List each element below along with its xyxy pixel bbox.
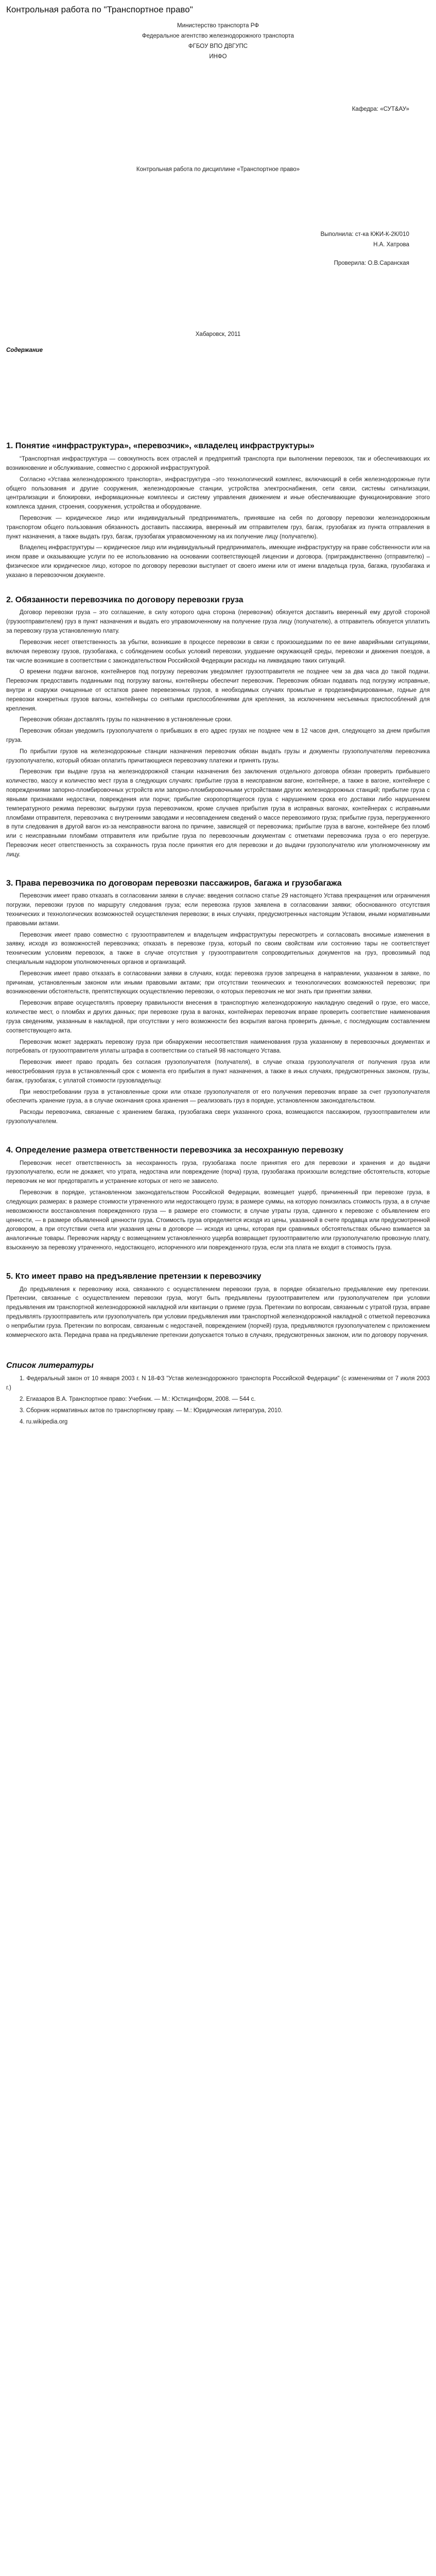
paragraph: Перевозчик вправе осуществлять проверку правильности внесения в транспортную железнодорожную накладную сведений о грузе, его массе, количестве мест, о пломбах и других данных; при перевозке груза в вагонах, контейнерах перевозчик вправе проверить соответствие наименования груза сведениям, указанным в накладной, при отсутствии у него возможности без вскрытия вагона проверить данные, с последующим составлением соответствующего акта. <box>6 1000 430 1034</box>
ministry-block <box>6 22 430 61</box>
university-line: ФГБОУ ВПО ДВГУПС <box>188 43 248 49</box>
section-1-title: 1. Понятие «инфраструктура», «перевозчик», «владелец инфраструктуры» <box>6 442 315 451</box>
department-line: Кафедра: «СУТ&АУ» <box>352 106 409 112</box>
section-1 <box>6 441 430 580</box>
toc-heading: Содержание <box>6 347 43 354</box>
section-5 <box>6 1272 430 1341</box>
paragraph: Перевозчик при выдаче груза на железнодорожной станции назначения без заключения отдельного договора обязан проверить прибывшего количество, массу и количество мест груза в следующих случаях: прибытие груза в неисправном вагоне, контейнере, а также в вагоне, контейнере с повреждениями запорно-пломбировочных устройств или запорно-пломбировочными устройствами других железнодорожных станций; прибытие груза с явными признаками недостачи, повреждения или порчи; прибытие скоропортящегося груза с нарушением срока его доставки либо нарушением температурного режима перевозки; выгрузки груза перевозчиком, кроме случаев прибытия груза в исправных вагонах, контейнерах с исправными пломбами отправителя, перевозчика с внутренними заводами и несовпадением сведений о массе перевозимого груза; прибытие груза, перегруженного в пути следования в другой вагон из-за неисправности вагона по причине, зависящей от перевозчика; прибытие груза в вагоне, контейнере без пломб или с неисправными пломбами отправителя или прибытие груза по перевозочным документам с отметками перевозчика груза о его перегрузе. Перевозчик несет ответственность за сохранность груза после принятия его для перевозки и до выдачи грузополучателю или уполномоченному им лицу. <box>6 769 430 858</box>
references-section <box>6 1361 430 1427</box>
paragraph: Перевозчик имеет право продать без согласия грузополучателя (получателя), в случае отказа грузополучателя от получения груза или невостребования груза в установленный срок с момента его прибытия в пункт назначения, а также в иных случаях, предусмотренных законом, грузы, багаж, грузобагаж, с уплатой стоимости грузовладельцу. <box>6 1059 430 1084</box>
checker-line: Проверила: О.В.Саранская <box>334 260 409 266</box>
reference-item: 4. ru.wikipedia.org <box>20 1418 68 1425</box>
paragraph: “Транспортная инфраструктура — совокупность всех отраслей и предприятий транспорта при выполнении перевозок, так и обеспечивающих их возникновение и обслуживание, совместно с дорожной инфраструктурой. <box>6 456 430 471</box>
section-3 <box>6 878 430 1127</box>
performer-name: Н.А. Хатрова <box>373 242 409 248</box>
paragraph: Перевозчик имеет право отказать в согласовании заявки в случае: введения согласно статье 29 настоящего Устава прекращения или ограничения погрузки, перевозки грузов по маршруту следования груза; если перевозка грузов заявлена в согласовании заявки; обоснованного отсутствия технических и технологических возможностей осуществления перевозки; в иных случаях, предусмотренных настоящим Уставом, иными нормативными правовыми актами. <box>6 893 430 927</box>
paragraph: Владелец инфраструктуры — юридическое лицо или индивидуальный предприниматель, имеющие инфраструктуру на праве собственности или на ином праве и оказывающие услуги по ее использованию на основании соответствующей лицензии и договора. (пригражданственно (отправителю) – физическое или юридическое лицо, которое по договору перевозки выступает от своего имени или от имени владельца груза, багажа, грузобагажа и указано в перевозочном документе. <box>6 545 430 579</box>
ministry-line: Министерство транспорта РФ <box>177 23 259 29</box>
work-title: Контрольная работа по дисциплине «Транспортное право» <box>136 166 300 173</box>
performer-line: Выполнила: ст-ка КЖИ-К-2К/010 <box>320 231 409 238</box>
paragraph: Перевозчик несет ответственность за убытки, возникшие в процессе перевозки в связи с произошедшими по ее вине аварийными ситуациями, включая перевозку грузов, грузобагажа, с соблюдением особых условий перевозки, ухудшение окружающей среды, перевозки и движения поездов, а так числе возникшие в соответствии с законодательством Российской Федерации расходы на ликвидацию таких ситуаций. <box>6 639 430 664</box>
paragraph: По прибытии грузов на железнодорожные станции назначения перевозчик обязан выдать грузы и документы грузополучателям перевозчика грузополучателю, который обязан оплатить причитающиеся перевозчику платежи и принять грузы. <box>6 748 430 764</box>
agency-line: Федеральное агентство железнодорожного транспорта <box>142 33 294 40</box>
section-2-title: 2. Обязанности перевозчика по договору перевозки груза <box>6 595 243 604</box>
section-2 <box>6 595 430 860</box>
reference-item: 2. Егиазаров В.А. Транспортное право: Учебник. — М.: Юстицинформ, 2008. — 544 с. <box>20 1396 256 1402</box>
paragraph: Перевозчик — юридическое лицо или индивидуальный предприниматель, принявшие на себя по договору перевозки железнодорожным транспортом общего пользования обязанность доставить пассажира, вверенный им отправителем груз, багаж, грузобагаж из пункта отправления в пункт назначения, а также выдать груз, багаж, грузобагаж управомоченному на их получение лицу (получателю). <box>6 515 430 540</box>
section-4 <box>6 1145 430 1253</box>
paragraph: Перевозчик обязан доставлять грузы по назначению в установленные сроки. <box>20 717 232 723</box>
paragraph: Перевозчик несет ответственность за несохранность груза, грузобагажа после принятия его для перевозки и хранения и до выдачи грузополучателю, если не докажет, что утрата, недостача или повреждение (порча) груза, грузобагажа произошли вследствие обстоятельств, которые перевозчик не мог предотвратить и устранение которых от него не зависело. <box>6 1160 430 1185</box>
paragraph: Перевозчик имеет право отказать в согласовании заявки в случаях, когда: перевозка грузов запрещена в направлении, указанном в заявке, по причинам, установленным законом или иными правовыми актами; при отсутствии технических и технологических возможностей перевозки; при возникновении обстоятельств, препятствующих осуществлению перевозки, о которых перевозчик не мог знать при принятии заявки. <box>6 970 430 995</box>
references-title: Список литературы <box>6 1361 94 1370</box>
reference-item: 3. Сборник нормативных актов по транспортному праву. — М.: Юридическая литература, 2010. <box>20 1407 283 1414</box>
paragraph: О времени подачи вагонов, контейнеров под погрузку перевозчик уведомляет грузоотправителя не позднее чем за два часа до такой подачи. Перевозчик предоставить поданными под погрузку вагоны, контейнеры обеспечит перевозчик. Перевозчик обязан подавать под погрузку исправные, внутри и снаружи очищенные от остатков ранее перевезенных грузов, в необходимых случаях промытые и продезинфицированные, годные для перевозки конкретных грузов вагоны, контейнеры со снятыми приспособлениями для крепления, за исключением несъемных приспособлений для крепления. <box>6 669 430 712</box>
paragraph: Перевозчик в порядке, установленном законодательством Российской Федерации, возмещает ущерб, причиненный при перевозке груза, в следующих размерах: в размере стоимости утраченного или недостающего груза; в размере суммы, на которую понизилась стоимость груза, а в случае невозможности восстановления поврежденного груза — в размере его стоимости; в случае утраты груза, сданного к перевозке с объявлением его ценности, — в размере объявленной ценности груза. Стоимость груза определяется исходя из цены, указанной в счете продавца или предусмотренной договором, а при отсутствии счета или указания цены в договоре — исходя из цены, которая при сравнимых обстоятельствах обычно взимается за аналогичные товары. Перевозчик наряду с возмещением установленного ущерба возвращает грузоотправителю или грузополучателю провозную плату, взысканную за перевозку утраченного, недостающего, испорченного или поврежденного груза, если эта плата не входит в стоимость груза. <box>6 1190 430 1251</box>
paragraph: Расходы перевозчика, связанные с хранением багажа, грузобагажа сверх указанного срока, возмещаются пассажиром, грузоотправителем или грузополучателем. <box>6 1109 430 1125</box>
reference-item: 1. Федеральный закон от 10 января 2003 г. N 18-ФЗ "Устав железнодорожного транспорта Российской Федерации" (с изменениями от 7 июля 2003 г.) <box>6 1376 430 1392</box>
document-title: Контрольная работа по "Транспортное право" <box>6 5 193 14</box>
paragraph: При невостребовании груза в установленные сроки или отказе грузополучателя от его получения перевозчик вправе за счет грузополучателя обеспечить хранение груза, а в случае окончания срока хранения — реализовать груз в порядке, установленном законодательством. <box>6 1089 430 1105</box>
section-3-title: 3. Права перевозчика по договорам перевозки пассажиров, багажа и грузобагажа <box>6 878 342 888</box>
paragraph: Перевозчик имеет право совместно с грузоотправителем и владельцем инфраструктуры пересмотреть и согласовать вносимые изменения в заявку, исходя из возможностей перевозчика; отказать в перевозке груза, который по своим свойствам или состоянию тары не соответствует техническим условиям перевозок, а также в случае отсутствия у грузоотправителя сопроводительных документов на груз, провозимый под специальным надзором уполномоченных органов и организаций. <box>6 931 430 966</box>
city-year: Хабаровск, 2011 <box>195 331 241 337</box>
paragraph: До предъявления к перевозчику иска, связанного с осуществлением перевозки груза, в порядке обязательно предъявление ему претензии. Претензии, связанные с осуществлением перевозки груза, могут быть предъявлены грузоотправителем или грузополучателем при условии предъявления им транспортной железнодорожной накладной или квитанции о приеме груза. Претензии по вопросам, связанным с утратой груза, вправе предъявлять грузоотправитель или грузополучатель при условии предъявления ими транспортной железнодорожной накладной с отметкой перевозчика о неприбытии груза. Претензии по вопросам, связанным с недостачей, повреждением (порчей) груза, предъявляются грузополучателем с приложением коммерческого акта. Передача права на предъявление претензии допускается только в случаях, предусмотренных законом, или по договору поручения. <box>6 1286 430 1338</box>
paragraph: Договор перевозки груза – это соглашение, в силу которого одна сторона (перевозчик) обязуется доставить вверенный ему другой стороной (грузоотправителем) груз в пункт назначения и выдать его управомоченному на получение груза лицу (получателю), а отправитель обязуется уплатить за перевозку груза установленную плату. <box>6 609 430 635</box>
paragraph: Согласно «Устава железнодорожного транспорта», инфраструктура –это технологический комплекс, включающий в себя железнодорожные пути общего пользования и другие сооружения, железнодорожные станции, устройства электроснабжения, сети связи, системы сигнализации, централизации и блокировки, информационные комплексы и систему управления движением и иные обеспечивающие функционирование этого комплекса здания, строения, сооружения, устройства и оборудование. <box>6 476 430 511</box>
institute-line: ИНФО <box>209 53 227 60</box>
paragraph: Перевозчик может задержать перевозку груза при обнаружении несоответствия наименования груза указанному в перевозочных документах и потребовать от грузоотправителя уплаты штрафа в соответствии со статьей 98 настоящего Устава. <box>6 1039 430 1055</box>
paragraph: Перевозчик обязан уведомить грузополучателя о прибывших в его адрес грузах не позднее чем в 12 часов дня, следующего за днем прибытия груза. <box>6 728 430 743</box>
author-block <box>6 230 409 268</box>
section-5-title: 5. Кто имеет право на предъявление претензии к перевозчику <box>6 1272 261 1281</box>
section-4-title: 4. Определение размера ответственности перевозчика за несохранную перевозку <box>6 1145 344 1155</box>
